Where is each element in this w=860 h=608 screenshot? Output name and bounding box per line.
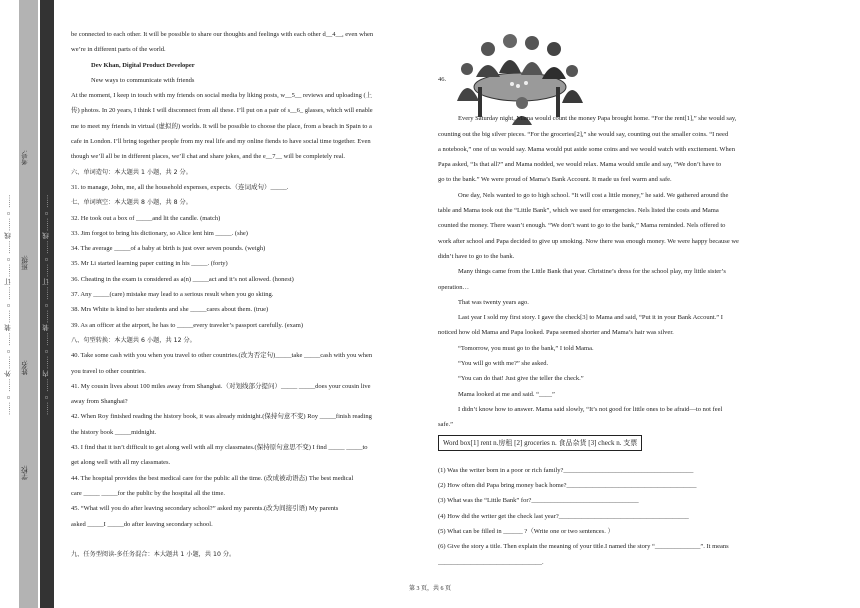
- question-37: 37. Any _____(care) mistake may lead to a serious result when you go skiing.: [71, 291, 274, 299]
- section-heading: 七、单词填空：本大题共 8 小题，共 8 分。: [71, 199, 192, 207]
- outer-dotted-line: …… ○ …… 外 …… ○ …… 装 …… ○ …… 订 …… ○ …… 线 …… ○ ……: [5, 194, 12, 416]
- passage-line: Every Saturday night, Mama would count the money Papa brought home. “For the rent[1],” she would say,: [458, 115, 737, 123]
- text-line: away from Shanghai?: [71, 398, 128, 406]
- spacer: [71, 532, 431, 547]
- passage-line: That was twenty years ago.: [458, 298, 529, 306]
- question-39: 39. As an officer at the airport, he has to _____every traveler’s passport carefully. (exam): [71, 321, 303, 329]
- question-44: 44. The hospital provides the best medical care for the public all the time. (改成被动语态) The best medical: [71, 474, 354, 482]
- passage-line: didn’t have to go to the bank.: [438, 252, 515, 260]
- text-line: 传) photos. In 20 years, I think I will disconnect from all these. I’ll put on a pair of s__6_ glasses, which will enable: [71, 107, 373, 115]
- question-43: 43. I find that it isn’t difficult to get along well with all my classmates.(保持原句意思不变) I find _____ _____to: [71, 444, 368, 452]
- comprehension-question-3: (3) What was the “Little Bank” for?_________________________________: [438, 497, 639, 505]
- text-line: asked _____I _____do after leaving secondary school.: [71, 520, 213, 528]
- passage-line: Last year I sold my first story. I gave the check[3] to Mama and said, “Put it in your Bank Account.” I: [458, 314, 723, 322]
- question-38: 38. Mrs White is kind to her students and she _____cares about them. (true): [71, 306, 269, 314]
- passage-line: go to the bank.” We were proud of Mama’s Bank Account. It made us feel warm and safe.: [438, 176, 672, 184]
- text-line: care _____ _____for the public by the hospital all the time.: [71, 489, 225, 497]
- question-46-number: 46.: [438, 76, 447, 83]
- question-42: 42. When Roy finished reading the history book, it was already midnight.(保持句意不变) Roy _____finish reading: [71, 413, 372, 421]
- passage-line: “You can do that! Just give the teller the check.”: [458, 375, 584, 383]
- text-line: we’re in different parts of the world.: [71, 46, 166, 54]
- inner-dotted-line: …… ○ …… 内 …… ○ …… 装 …… ○ …… 订 …… ○ …… 线 …… ○ ……: [43, 194, 50, 416]
- word-box-text: Word box[1] rent n.房租 [2] groceries n. 食品杂货 [3] check n. 支票: [438, 435, 642, 451]
- page-number: 第 3 页，共 6 页: [408, 586, 451, 592]
- right-column: [438, 27, 790, 570]
- left-column: [71, 27, 431, 562]
- passage-line: counting out the big silver pieces. “For the groceries[2],” she would say, counting out the smaller coins. “I need: [438, 130, 729, 138]
- passage-line: Mama looked at me and said. “____”: [458, 390, 555, 398]
- question-32: 32. He took out a box of _____and lit the candle. (match): [71, 214, 221, 222]
- spacer: [438, 87, 790, 111]
- question-41: 41. My cousin lives about 100 miles away from Shanghai.（对划线部分提问）_____ _____does your cousin live: [71, 382, 371, 390]
- text-line: be connected to each other. It will be possible to share our thoughts and feelings with each other d__4__, even when: [71, 31, 374, 38]
- passage-line: One day, Nels wanted to go to high school. “It will cost a little money,” he said. We gathered around the: [458, 191, 729, 199]
- question-40: 40. Take some cash with you when you travel to other countries.(改为否定句)_____take _____cash with you when: [71, 352, 373, 360]
- section-subtitle: New ways to communicate with friends: [91, 76, 195, 84]
- text-line: get along well with all my classmates.: [71, 459, 171, 467]
- passage-line: counted the money. There wasn’t enough. “We don’t want to go to the bank,” Mama reminded. Nels offered to: [438, 222, 726, 230]
- passage-line: operation…: [438, 283, 470, 291]
- section-heading: 六、单词造句：本大题共 1 小题，共 2 分。: [71, 168, 192, 176]
- section-heading: 九、任务型阅读-多任务混合：本大题共 1 小题，共 10 分。: [71, 550, 236, 558]
- text-line: At the moment, I keep in touch with my friends on social media by liking posts, w__5__ reviews and uploading (上: [71, 92, 373, 100]
- text-line: cafe in London. I’ll bring together people from my real life and my online fiends to have social time together. Even: [71, 138, 371, 146]
- passage-line: I didn’t know how to answer. Mama said slowly, “It’s not good for little ones to be afraid—to not feel: [458, 405, 723, 413]
- passage-line: a notebook,” one of us would say. Mama would put aside some coins and we would watch with excitement. When: [438, 145, 735, 153]
- text-line: though we’ll all be in different places, we’ll chat and share jokes, and the e__7__ will be completely real.: [71, 153, 346, 161]
- answer-blank-line: ________________________________.: [438, 558, 544, 566]
- field-id: 考号:: [22, 150, 29, 165]
- field-name: 姓名:: [22, 360, 29, 375]
- passage-line: noticed how old Mama and Papa looked. Papa seemed shorter and Mama’s hair was silver.: [438, 329, 674, 337]
- question-45: 45. “What will you do after leaving secondary school?” asked my parents.(改为间接引语) My parents: [71, 505, 339, 513]
- author-byline: Dev Khan, Digital Product Developer: [91, 61, 195, 69]
- passage-line: Many things came from the Little Bank that year. Christine’s dress for the school play, my little sister’s: [458, 268, 726, 276]
- question-31: 31. to manage, John, me, all the household expenses, expects.（连词成句）_____.: [71, 183, 289, 191]
- passage-line: “You will go with me?” she asked.: [458, 360, 549, 368]
- comprehension-question-4: (4) How did the writer get the check last year?________________________________________: [438, 512, 689, 520]
- comprehension-question-6: (6) Give the story a title. Then explain the meaning of your title.I named the story “______________”. It means: [438, 543, 729, 551]
- comprehension-question-5: (5) What can be filled in ______ ?（Write one or two sentences. ）: [438, 528, 614, 536]
- passage-line: Papa asked, “Is that all?” and Mama nodded, we would relax. Mama would smile and say, “We don’t have to: [438, 161, 722, 169]
- question-33: 33. Jim forgot to bring his dictionary, so Alice lent him _____. (she): [71, 229, 248, 237]
- text-line: the history book _____midnight.: [71, 428, 157, 436]
- passage-line: table and Mama took out the “Little Bank”, which we used for emergencies. Nels listed the costs and Mama: [438, 207, 719, 215]
- text-line: you travel to other countries.: [71, 367, 146, 375]
- word-box: [438, 435, 790, 451]
- section-heading: 八、句型转换：本大题共 6 小题，共 12 分。: [71, 336, 196, 344]
- binding-margin: [0, 0, 58, 608]
- question-34: 34. The average _____of a baby at birth is just over seven pounds. (weigh): [71, 245, 266, 253]
- comprehension-question-1: (1) Was the writer born in a poor or rich family?________________________________________: [438, 466, 694, 474]
- field-class: 班级:: [22, 255, 29, 270]
- question-35: 35. Mr Li started learning paper cutting in his _____. (forty): [71, 260, 228, 268]
- passage-line: work after school and Papa decided to give up smoking. Now there was enough money. We were happy because we: [438, 237, 739, 245]
- text-line: me to meet my friends in virtual (虚拟的) worlds. It will be possible to choose the place, from a beach in Spain to a: [71, 122, 372, 130]
- field-school: 学校:: [22, 465, 29, 480]
- student-info-fields: [23, 150, 30, 480]
- comprehension-question-2: (2) How often did Papa bring money back home?________________________________________: [438, 482, 697, 490]
- passage-line: safe.”: [438, 421, 453, 429]
- question-36: 36. Cheating in the exam is considered as a(n) _____act and it’s not allowed. (honest): [71, 275, 294, 283]
- passage-line: “Tomorrow, you must go to the bank,” I told Mama.: [458, 344, 594, 352]
